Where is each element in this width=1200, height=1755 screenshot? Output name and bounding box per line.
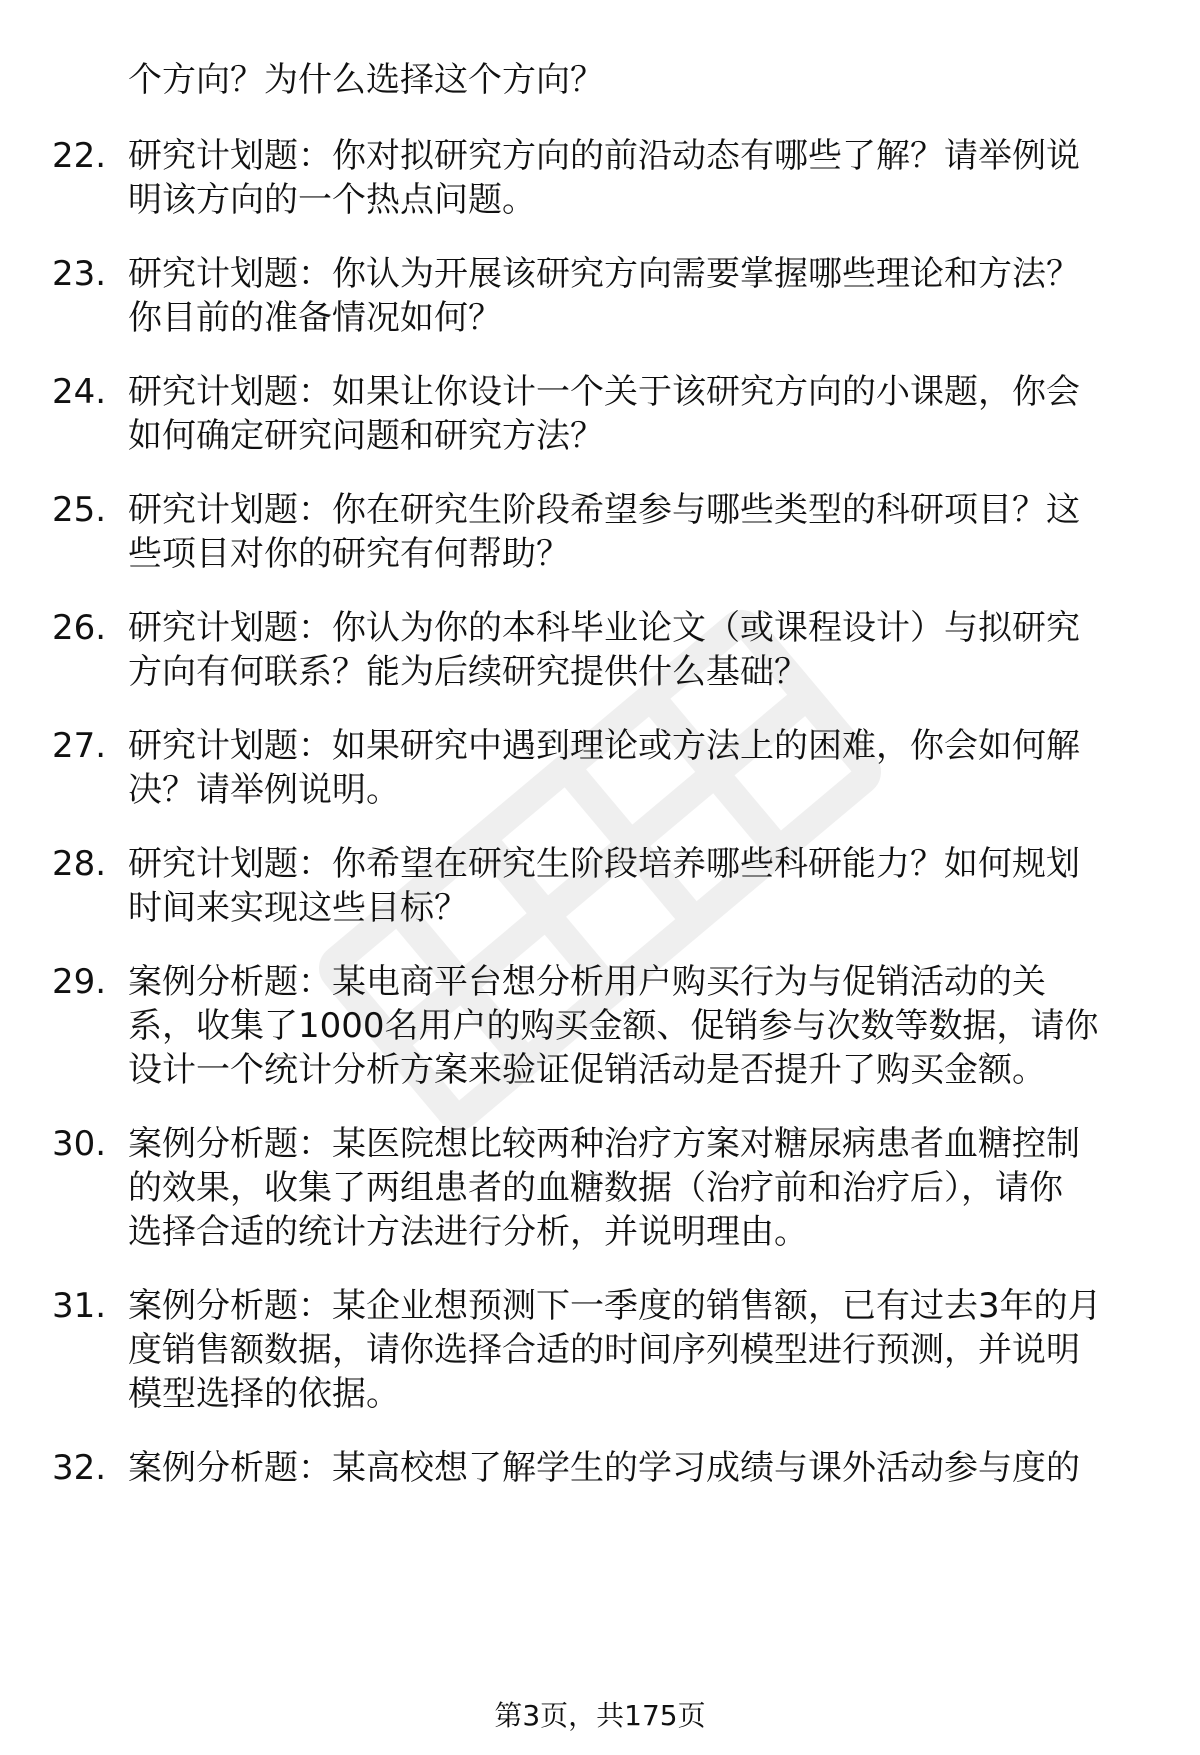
question-line: 选择合适的统计方法进行分析，并说明理由。 [128, 1212, 808, 1252]
question-text [128, 1284, 1160, 1416]
question-text [128, 252, 1160, 340]
question-text [128, 842, 1160, 930]
question-line: 模型选择的依据。 [128, 1374, 400, 1414]
question-number: 23. [52, 254, 107, 294]
question-number: 29. [52, 962, 107, 1002]
question-line: 案例分析题：某电商平台想分析用户购买行为与促销活动的关 [128, 962, 1046, 1002]
question-text [128, 488, 1160, 576]
question-line: 明该方向的一个热点问题。 [128, 180, 536, 220]
question-line: 如何确定研究问题和研究方法？ [128, 416, 604, 456]
question-text [128, 370, 1160, 458]
question-number: 22. [52, 136, 107, 176]
question-line: 研究计划题：你认为你的本科毕业论文（或课程设计）与拟研究 [128, 608, 1080, 648]
question-line: 你目前的准备情况如何？ [128, 298, 502, 338]
question-text [128, 1446, 1160, 1490]
question-line: 决？请举例说明。 [128, 770, 400, 810]
question-number: 24. [52, 372, 107, 412]
question-line: 系，收集了1000名用户的购买金额、促销参与次数等数据，请你 [128, 1006, 1099, 1046]
question-line: 的效果，收集了两组患者的血糖数据（治疗前和治疗后），请你 [128, 1168, 1063, 1208]
question-number: 26. [52, 608, 107, 648]
question-line: 研究计划题：如果让你设计一个关于该研究方向的小课题，你会 [128, 372, 1080, 412]
question-text [128, 960, 1160, 1092]
question-line: 研究计划题：你对拟研究方向的前沿动态有哪些了解？请举例说 [128, 136, 1080, 176]
question-text [128, 606, 1160, 694]
question-line: 时间来实现这些目标？ [128, 888, 468, 928]
question-line: 案例分析题：某医院想比较两种治疗方案对糖尿病患者血糖控制 [128, 1124, 1080, 1164]
question-line: 设计一个统计分析方案来验证促销活动是否提升了购买金额。 [128, 1050, 1046, 1090]
question-number: 25. [52, 490, 107, 530]
question-line: 研究计划题：你希望在研究生阶段培养哪些科研能力？如何规划 [128, 844, 1080, 884]
question-line: 方向有何联系？能为后续研究提供什么基础？ [128, 652, 808, 692]
question-line: 研究计划题：如果研究中遇到理论或方法上的困难，你会如何解 [128, 726, 1080, 766]
question-number: 27. [52, 726, 107, 766]
question-line: 案例分析题：某企业想预测下一季度的销售额，已有过去3年的月 [128, 1286, 1102, 1326]
question-line: 案例分析题：某高校想了解学生的学习成绩与课外活动参与度的 [128, 1448, 1080, 1488]
question-number: 28. [52, 844, 107, 884]
question-line: 研究计划题：你在研究生阶段希望参与哪些类型的科研项目？这 [128, 490, 1080, 530]
question-number: 30. [52, 1124, 107, 1164]
question-line: 研究计划题：你认为开展该研究方向需要掌握哪些理论和方法？ [128, 254, 1080, 294]
question-text [128, 134, 1160, 222]
question-line: 度销售额数据，请你选择合适的时间序列模型进行预测，并说明 [128, 1330, 1080, 1370]
continued-question-text: 个方向？为什么选择这个方向？ [128, 60, 604, 100]
question-number: 31. [52, 1286, 107, 1326]
question-text [128, 724, 1160, 812]
question-line: 些项目对你的研究有何帮助？ [128, 534, 570, 574]
question-text [128, 1122, 1160, 1254]
page-number-footer: 第3页，共175页 [494, 1699, 706, 1732]
question-number: 32. [52, 1448, 107, 1488]
